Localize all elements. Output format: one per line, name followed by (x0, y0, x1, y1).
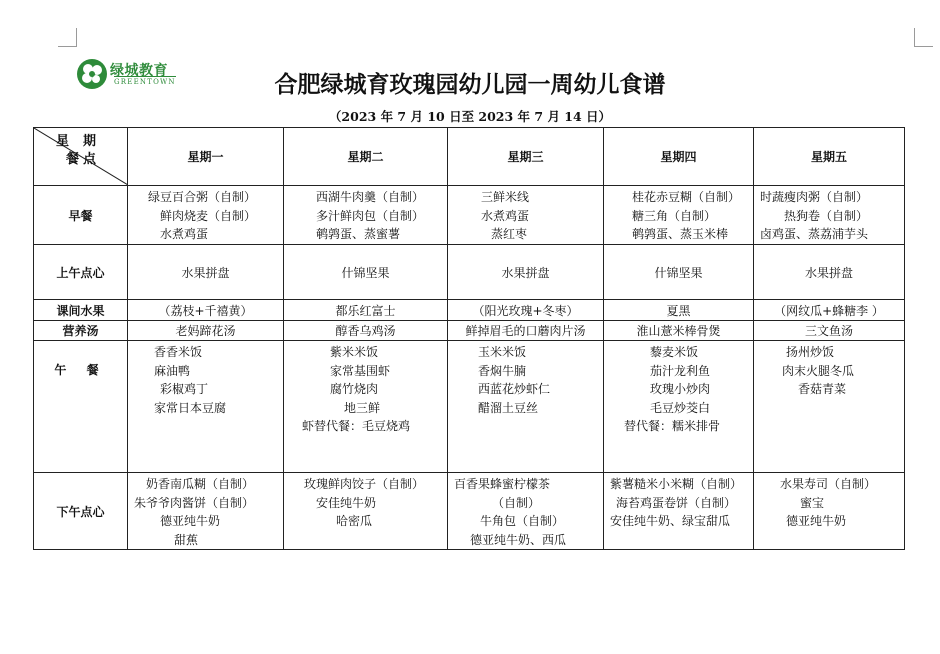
menu-item: 紫薯糙米小米糊（自制） (610, 477, 743, 491)
menu-item: 西湖牛肉羹（自制） (316, 190, 425, 204)
crop-mark-top-right (914, 28, 933, 47)
breakfast-cell-fri (754, 186, 905, 245)
menu-item: 彩椒鸡丁 (160, 382, 209, 396)
soup-cell: 淮山薏米棒骨煲 (604, 321, 754, 341)
menu-item: 时蔬瘦肉粥（自制） (760, 190, 869, 204)
menu-item: 肉末火腿冬瓜 (782, 363, 855, 378)
fruit-cell: 都乐红富士 (284, 300, 448, 321)
menu-item: 玫瑰鲜肉饺子（自制） (304, 477, 425, 491)
menu-item: 绿豆百合粥（自制） (148, 190, 257, 204)
breakfast-cell-thu (604, 186, 754, 245)
menu-item: 西蓝花炒虾仁 (478, 382, 551, 396)
fruit-cell: 夏黑 (604, 300, 754, 321)
breakfast-cell-tue (284, 186, 448, 245)
fruit-cell: （网纹瓜+蜂糖李 ） (754, 300, 905, 321)
corner-meal-label: 餐点 (66, 152, 101, 167)
row-label-soup: 营养汤 (34, 321, 128, 341)
day-header: 星期五 (754, 128, 905, 186)
menu-item: 醋溜土豆丝 (478, 400, 539, 415)
menu-item: 桂花赤豆糊（自制） (632, 190, 741, 204)
menu-item: 香焖牛腩 (478, 363, 527, 378)
day-header: 星期三 (448, 128, 604, 186)
table-row-soup (34, 321, 905, 341)
menu-item: 甜蕉 (174, 532, 199, 547)
logo-sub: GREENTOWN (114, 78, 176, 86)
table-header-row (34, 128, 905, 186)
fruit-cell: （阳光玫瑰+冬枣） (448, 300, 604, 321)
row-label-fruit: 课间水果 (34, 300, 128, 321)
table-row-morning-snack (34, 245, 905, 300)
menu-item: 毛豆炒茭白 (650, 400, 711, 415)
menu-item: 德亚纯牛奶 (786, 514, 847, 528)
crop-mark-top-left (58, 28, 77, 47)
menu-item: 茄汁龙利鱼 (650, 363, 711, 378)
menu-item: 紫米米饭 (330, 345, 379, 359)
menu-item: 奶香南瓜糊（自制） (146, 477, 255, 491)
day-header: 星期一 (128, 128, 284, 186)
menu-item: 替代餐：糯米排骨 (624, 419, 721, 433)
table-row-breakfast (34, 186, 905, 245)
afternoon-cell-tue (284, 473, 448, 550)
menu-item: 家常日本豆腐 (154, 400, 227, 415)
day-header: 星期二 (284, 128, 448, 186)
menu-item: 家常基围虾 (330, 363, 391, 378)
row-label-lunch: 午 餐 (34, 341, 128, 473)
afternoon-cell-mon (128, 473, 284, 550)
menu-item: 地三鲜 (344, 400, 381, 415)
soup-cell: 鲜掉眉毛的口蘑肉片汤 (448, 321, 604, 341)
morning-snack-cell: 水果拼盘 (754, 245, 905, 300)
menu-table (33, 127, 905, 550)
menu-item: 鹌鹑蛋、蒸蜜薯 (316, 227, 401, 241)
menu-item: 德亚纯牛奶、西瓜 (470, 532, 567, 547)
breakfast-cell-wed (448, 186, 604, 245)
lunch-cell-fri (754, 341, 905, 473)
table-row-lunch (34, 341, 905, 473)
menu-item: 香香米饭 (154, 345, 203, 359)
menu-item: 水煮鸡蛋 (481, 208, 530, 223)
menu-item: 牛角包（自制） (480, 514, 565, 528)
soup-cell: 老妈蹄花汤 (128, 321, 284, 341)
morning-snack-cell: 什锦坚果 (284, 245, 448, 300)
menu-item: 卤鸡蛋、蒸荔浦芋头 (760, 227, 869, 241)
soup-cell: 醇香乌鸡汤 (284, 321, 448, 341)
menu-item: 海苔鸡蛋卷饼（自制） (616, 495, 737, 510)
menu-item: 德亚纯牛奶 (160, 514, 221, 528)
menu-item: 百香果蜂蜜柠檬茶 (454, 477, 551, 491)
morning-snack-cell: 什锦坚果 (604, 245, 754, 300)
menu-item: 哈密瓜 (336, 514, 373, 528)
menu-item: 蜜宝 (800, 495, 825, 510)
corner-cell (34, 128, 128, 186)
afternoon-cell-wed (448, 473, 604, 550)
morning-snack-cell: 水果拼盘 (448, 245, 604, 300)
breakfast-cell-mon (128, 186, 284, 245)
menu-item: 扬州炒饭 (786, 345, 835, 359)
day-header: 星期四 (604, 128, 754, 186)
row-label-morning-snack: 上午点心 (34, 245, 128, 300)
menu-item: 水果寿司（自制） (780, 477, 877, 491)
morning-snack-cell: 水果拼盘 (128, 245, 284, 300)
menu-item: 麻油鸭 (154, 363, 191, 378)
lunch-cell-mon (128, 341, 284, 473)
menu-item: 玫瑰小炒肉 (650, 382, 711, 396)
menu-item: 水煮鸡蛋 (160, 227, 209, 241)
table-row-afternoon-snack (34, 473, 905, 550)
menu-item: （自制） (492, 495, 541, 510)
menu-item: 玉米米饭 (478, 345, 527, 359)
menu-item: 虾替代餐：毛豆烧鸡 (302, 419, 411, 433)
menu-item: 香菇青菜 (798, 382, 847, 396)
row-label-breakfast: 早餐 (34, 186, 128, 245)
lunch-cell-wed (448, 341, 604, 473)
corner-week-label: 星期 (56, 134, 111, 149)
table-row-fruit (34, 300, 905, 321)
menu-item: 安佳纯牛奶 (316, 495, 377, 510)
menu-item: 藜麦米饭 (650, 345, 699, 359)
menu-item: 蒸红枣 (491, 227, 528, 241)
soup-cell: 三文鱼汤 (754, 321, 905, 341)
menu-item: 热狗卷（自制） (784, 208, 869, 223)
afternoon-cell-thu (604, 473, 754, 550)
menu-item: 朱爷爷肉酱饼（自制） (134, 495, 255, 510)
fruit-cell: （荔枝+千禧黄） (128, 300, 284, 321)
logo-name: 绿城教育 (110, 63, 168, 79)
afternoon-cell-fri (754, 473, 905, 550)
lunch-cell-tue (284, 341, 448, 473)
lunch-cell-thu (604, 341, 754, 473)
menu-item: 多汁鲜肉包（自制） (316, 208, 425, 223)
menu-item: 糖三角（自制） (632, 208, 717, 223)
menu-item: 三鲜米线 (481, 190, 530, 204)
row-label-afternoon-snack: 下午点心 (34, 473, 128, 550)
date-range: （2023 年 7 月 10 日至 2023 年 7 月 14 日） (328, 109, 612, 124)
page-title: 合肥绿城育玫瑰园幼儿园一周幼儿食谱 (274, 71, 666, 98)
menu-item: 腐竹烧肉 (330, 382, 379, 396)
menu-item: 鲜肉烧麦（自制） (160, 208, 257, 223)
menu-item: 安佳纯牛奶、绿宝甜瓜 (610, 514, 731, 528)
menu-item: 鹌鹑蛋、蒸玉米棒 (632, 227, 729, 241)
